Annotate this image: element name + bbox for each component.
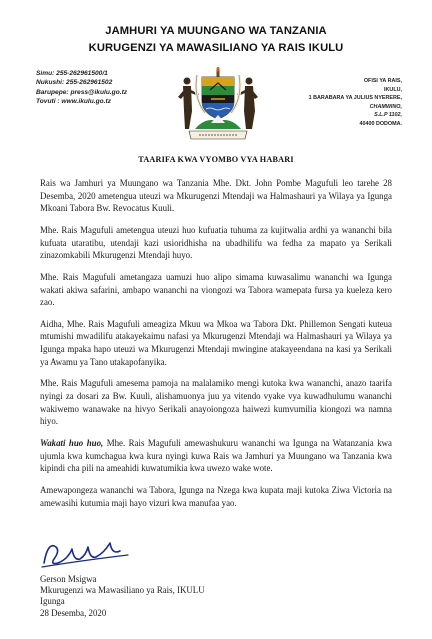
address-line: 40400 DODOMA. — [359, 120, 402, 127]
contact-block — [36, 69, 127, 106]
signoff-date: 28 Desemba, 2020 — [40, 607, 107, 618]
address-line: OFISI YA RAIS, — [363, 78, 402, 84]
paragraph-5: Mhe. Rais Magufuli amesema pamoja na malalamiko mengi kutoka kwa wananchi, anazo taarifa nyingi za dosari za Bw. Kuuli, alishamuonya juu ya vitendo vyake vya kuwadhulumu wananchi wakiwemo wanawake na hivyo Serikali anayoiongoza haiwezi kumvumilia kiongozi wa namna hiyo. — [40, 378, 392, 427]
signoff-block — [40, 574, 205, 619]
paragraph-1: Rais wa Jamhuri ya Muungano wa Tanzania Mhe. Dkt. John Pombe Magufuli leo tarehe 28 Desemba, 2020 ametengua uteuzi wa Mkurugenzi Mtendaji wa Halmashauri ya Wilaya ya Igunga Mkoani Tabora Bw. Revocatus Kuuli. — [40, 178, 392, 214]
header-line-2: KURUGENZI YA MAWASILIANO YA RAIS IKULU — [88, 42, 344, 54]
press-release-body — [40, 177, 392, 518]
paragraph-2: Mhe. Rais Magufuli ametengua uteuzi huo kufuatia tuhuma za kujitwalia ardhi ya wananchi bila kufuata utaratibu, utendaji kazi usioridhisha na ubadhilifu wa fedha za mapato ya Serikali zinazomkabili Mkurugenzi Mtendaji huyo. — [40, 224, 392, 261]
coat-of-arms-emblem — [175, 67, 261, 143]
shield — [202, 77, 234, 119]
paragraph-4: Aidha, Mhe. Rais Magufuli ameagiza Mkuu wa Mkoa wa Tabora Dkt. Phillemon Sengati kuteua mtumishi mwadilifu atakayekaimu nafasi ya Mkurugenzi Mtendaji wa Halmashauri ya Wilaya ya Igunga mpaka hapo uteuzi wa Mkurugenzi Mtendaji mwingine atakayeendana na kasi ya Serikali ya Awamu ya Tano utakapofanyika. — [40, 318, 392, 367]
contact-fax: Nukushi: 255-262961502 — [36, 79, 113, 87]
contact-website: Tovuti : www.ikulu.go.tz — [36, 97, 111, 105]
address-line: CHAMWINO, — [369, 103, 402, 110]
contact-phone: Simu: 255-262961500/1 — [36, 70, 108, 77]
address-line: S.L.P 1102, — [374, 112, 402, 119]
address-line: IKULU, — [384, 86, 402, 93]
paragraph-6-lead: Wakati huo huo, — [40, 437, 104, 448]
signatory-title: Mkurugenzi wa Mawasiliano ya Rais, IKULU — [40, 585, 205, 596]
header-line-1: JAMHURI YA MUUNGANO WA TANZANIA — [105, 25, 327, 37]
handwritten-signature — [38, 533, 138, 573]
address-block — [309, 77, 402, 129]
paragraph-3: Mhe. Rais Magufuli ametangaza uamuzi huo alipo simama kuwasalimu wananchi wa Igunga wakati akiwa safarini, ambapo wananchi na viongozi wa Tabora wamepata fursa ya kueleza kero zao. — [40, 271, 392, 308]
address-line: 1 BARABARA YA JULIUS NYERERE, — [308, 95, 402, 102]
paragraph-6 — [40, 437, 392, 475]
contact-email: Barupepe: press@ikulu.go.tz — [36, 88, 128, 96]
document-subtitle: TAARIFA KWA VYOMBO VYA HABARI — [138, 155, 294, 164]
paragraph-6-rest: Mhe. Rais Magufuli amewashukuru wananchi wa Igunga na Watanzania kwa ujumla kwa kumchagua kwa kura nyingi kuwa Rais wa Jamhuri ya Muungano wa Tanzania kwa kipindi cha pili na ameahidi kuwatumikia kwa uwezo wake wote. — [40, 437, 392, 474]
signatory-name: Gerson Msigwa — [40, 574, 97, 584]
paragraph-7: Amewapongeza wananchi wa Tabora, Igunga na Nzega kwa kupata maji kutoka Ziwa Victoria na amewasihi kutumia maji hayo vizuri kwa manufaa yao. — [40, 484, 392, 508]
signoff-place: Igunga — [40, 596, 65, 607]
